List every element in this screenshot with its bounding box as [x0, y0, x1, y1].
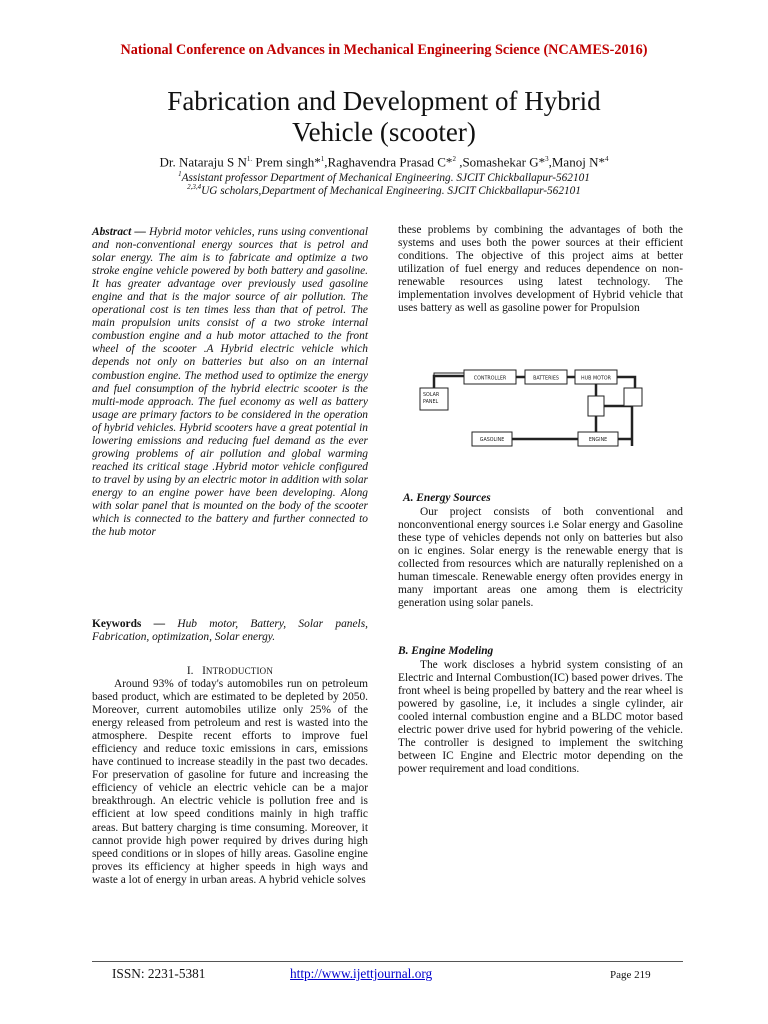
abstract [92, 226, 368, 539]
solar-panel-block [420, 388, 448, 410]
section-title-initial: I [202, 665, 206, 677]
author-name: Prem singh* [252, 154, 321, 170]
author-sup: 1 [320, 155, 325, 163]
author-list [40, 152, 728, 169]
keywords-label: Keywords — [92, 618, 166, 630]
author-sup: 2 [452, 155, 456, 163]
system-block-diagram [410, 360, 660, 470]
section-number: I. [186, 665, 194, 677]
footer-divider [92, 961, 683, 962]
batteries-label: BATTERIES [533, 376, 559, 382]
affiliation-text: UG scholars,Department of Mechanical Engineering. SJCIT Chickballapur-562101 [201, 184, 581, 197]
paper-title [80, 86, 688, 148]
author-name: ,Somashekar G* [455, 154, 546, 170]
paper-title-line2: Vehicle (scooter) [292, 117, 476, 147]
author-sup: 3 [545, 155, 549, 163]
keywords-text: Hub motor, Battery, Solar panels, Fabrication, optimization, Solar energy. [92, 618, 368, 644]
keywords [92, 618, 368, 644]
author-name: Dr. Nataraju S N [159, 154, 247, 170]
introduction-text: Around 93% of today's automobiles run on petroleum based product, which are estimated to be depleted by 2050. Moreover, current automobiles utilize only 25% of the energy released from petroleum and rest is wasted into the atmosphere. Despite recent efforts to improve fuel efficiency and reduce toxic emissions in cars, emissions have continued to increase steadily in the past two decades. For preservation of gasoline for future and increasing the efficiency of vehicle an electric vehicle can be a major breakthrough. An electric vehicle is pollution free and is efficient at low speed conditions mainly in high traffic areas. But battery charging is time consuming. Moreover, it cannot provide high power required by drives during high speed conditions or in slopes of hilly areas. Gasoline engine proves its efficiency at higher speeds in high ways and waste a lot of energy in urban areas. A hybrid vehicle solves [92, 678, 368, 886]
solar-label: SOLAR [423, 393, 440, 398]
engine-label: ENGINE [588, 438, 608, 443]
affiliation-text: Assistant professor Department of Mechanical Engineering. SJCIT Chickballapur-562101 [181, 171, 590, 184]
conference-header: National Conference on Advances in Mechanical Engineering Science (NCAMES-2016) [120, 42, 648, 58]
author-sup: 4 [604, 155, 609, 163]
affiliation-2 [40, 181, 728, 198]
footer-journal-link[interactable]: http://www.ijettjournal.org [290, 966, 433, 981]
author-sup: 1. [246, 155, 253, 163]
page-number: Page 219 [610, 969, 651, 981]
author-name: ,Raghavendra Prasad C* [324, 154, 453, 170]
affiliation-sup: 1 [178, 170, 182, 178]
hub-motor-label: HUB MOTOR [581, 376, 611, 382]
section-heading-energy-sources: A. Energy Sources [403, 492, 491, 504]
section-title-rest: NTRODUCTION [205, 666, 274, 676]
footer-issn: ISSN: 2231-5381 [112, 966, 206, 981]
section-heading-engine-modeling: B. Engine Modeling [398, 645, 494, 657]
gasoline-label: GASOLINE [479, 438, 505, 443]
affiliation-sup: 2,3,4 [187, 183, 202, 191]
abstract-label: Abstract — [92, 226, 146, 238]
introduction-continuation: these problems by combining the advantages of both the systems and uses both the power sources at their efficient conditions. The objective of this project aims at better utilization of fuel energy and reduces dependence on non-renewable resources using latest technology. The implementation involves development of Hybrid vehicle that uses battery as well as gasoline power for Propulsion [398, 224, 683, 315]
controller-label: CONTROLLER [473, 376, 507, 382]
energy-sources-text: Our project consists of both conventional and nonconventional energy sources i.e Solar energy and Gasoline these type of vehicles depends not only on batteries but also on ic engines. Solar energy is the renewable energy that is collected from resources which are naturally replenished on a human timescale. Renewable energy often provides energy in many important areas one among them is electricity generation using solar panels. [398, 506, 683, 610]
engine-modeling-text: The work discloses a hybrid system consisting of an Electric and Internal Combustion(IC) based power drives. The front wheel is being propelled by battery and the rear wheel is powered by gasoline, i.e, it includes a single cylinder, air cooled internal combustion engine and a BLDC motor based electric power drive used for hybrid powering of the vehicle. The controller is designed to implement the switching between IC Engine and Electric motor depending on the power requirement and load conditions. [398, 659, 683, 776]
panel-label: PANEL [423, 400, 439, 405]
abstract-text: Hybrid motor vehicles, runs using conventional and non-conventional energy sources that is petrol and solar energy. The aim is to fabricate and optimize a two stroke engine vehicle powered by both battery and gasoline. It has greater advantage over previously used gasoline engine and that is the major source of air pollution. The operational cost is ten times less than that of petrol. The main propulsion units consist of a two stroke internal combustion engine and a hub motor attached to the front wheel of the scooter .A Hybrid electric vehicle which depends not only on batteries but also on an internal combustion engine. The method used to optimize the energy and fuel consumption of the hybrid electric scooter is the multi-mode approach. The fuel economy as well as battery usage are primary factors to be considered in the operation of hybrid vehicles. Hybrid scooters have a great potential in lowering emissions and reducing fuel demand as the ever growing problems of air pollution and global warming reached its critical stage .Hybrid motor vehicle configured to travel by using by an electric motor in addition with solar energy to an engine power have been developing. Along with solar panel that is mounted on the body of the scooter which is connected to the battery and further connected to the hub motor [92, 226, 368, 539]
author-name: ,Manoj N* [548, 154, 605, 170]
paper-title-line1: Fabrication and Development of Hybrid [167, 86, 601, 116]
section-heading-introduction [92, 665, 368, 677]
